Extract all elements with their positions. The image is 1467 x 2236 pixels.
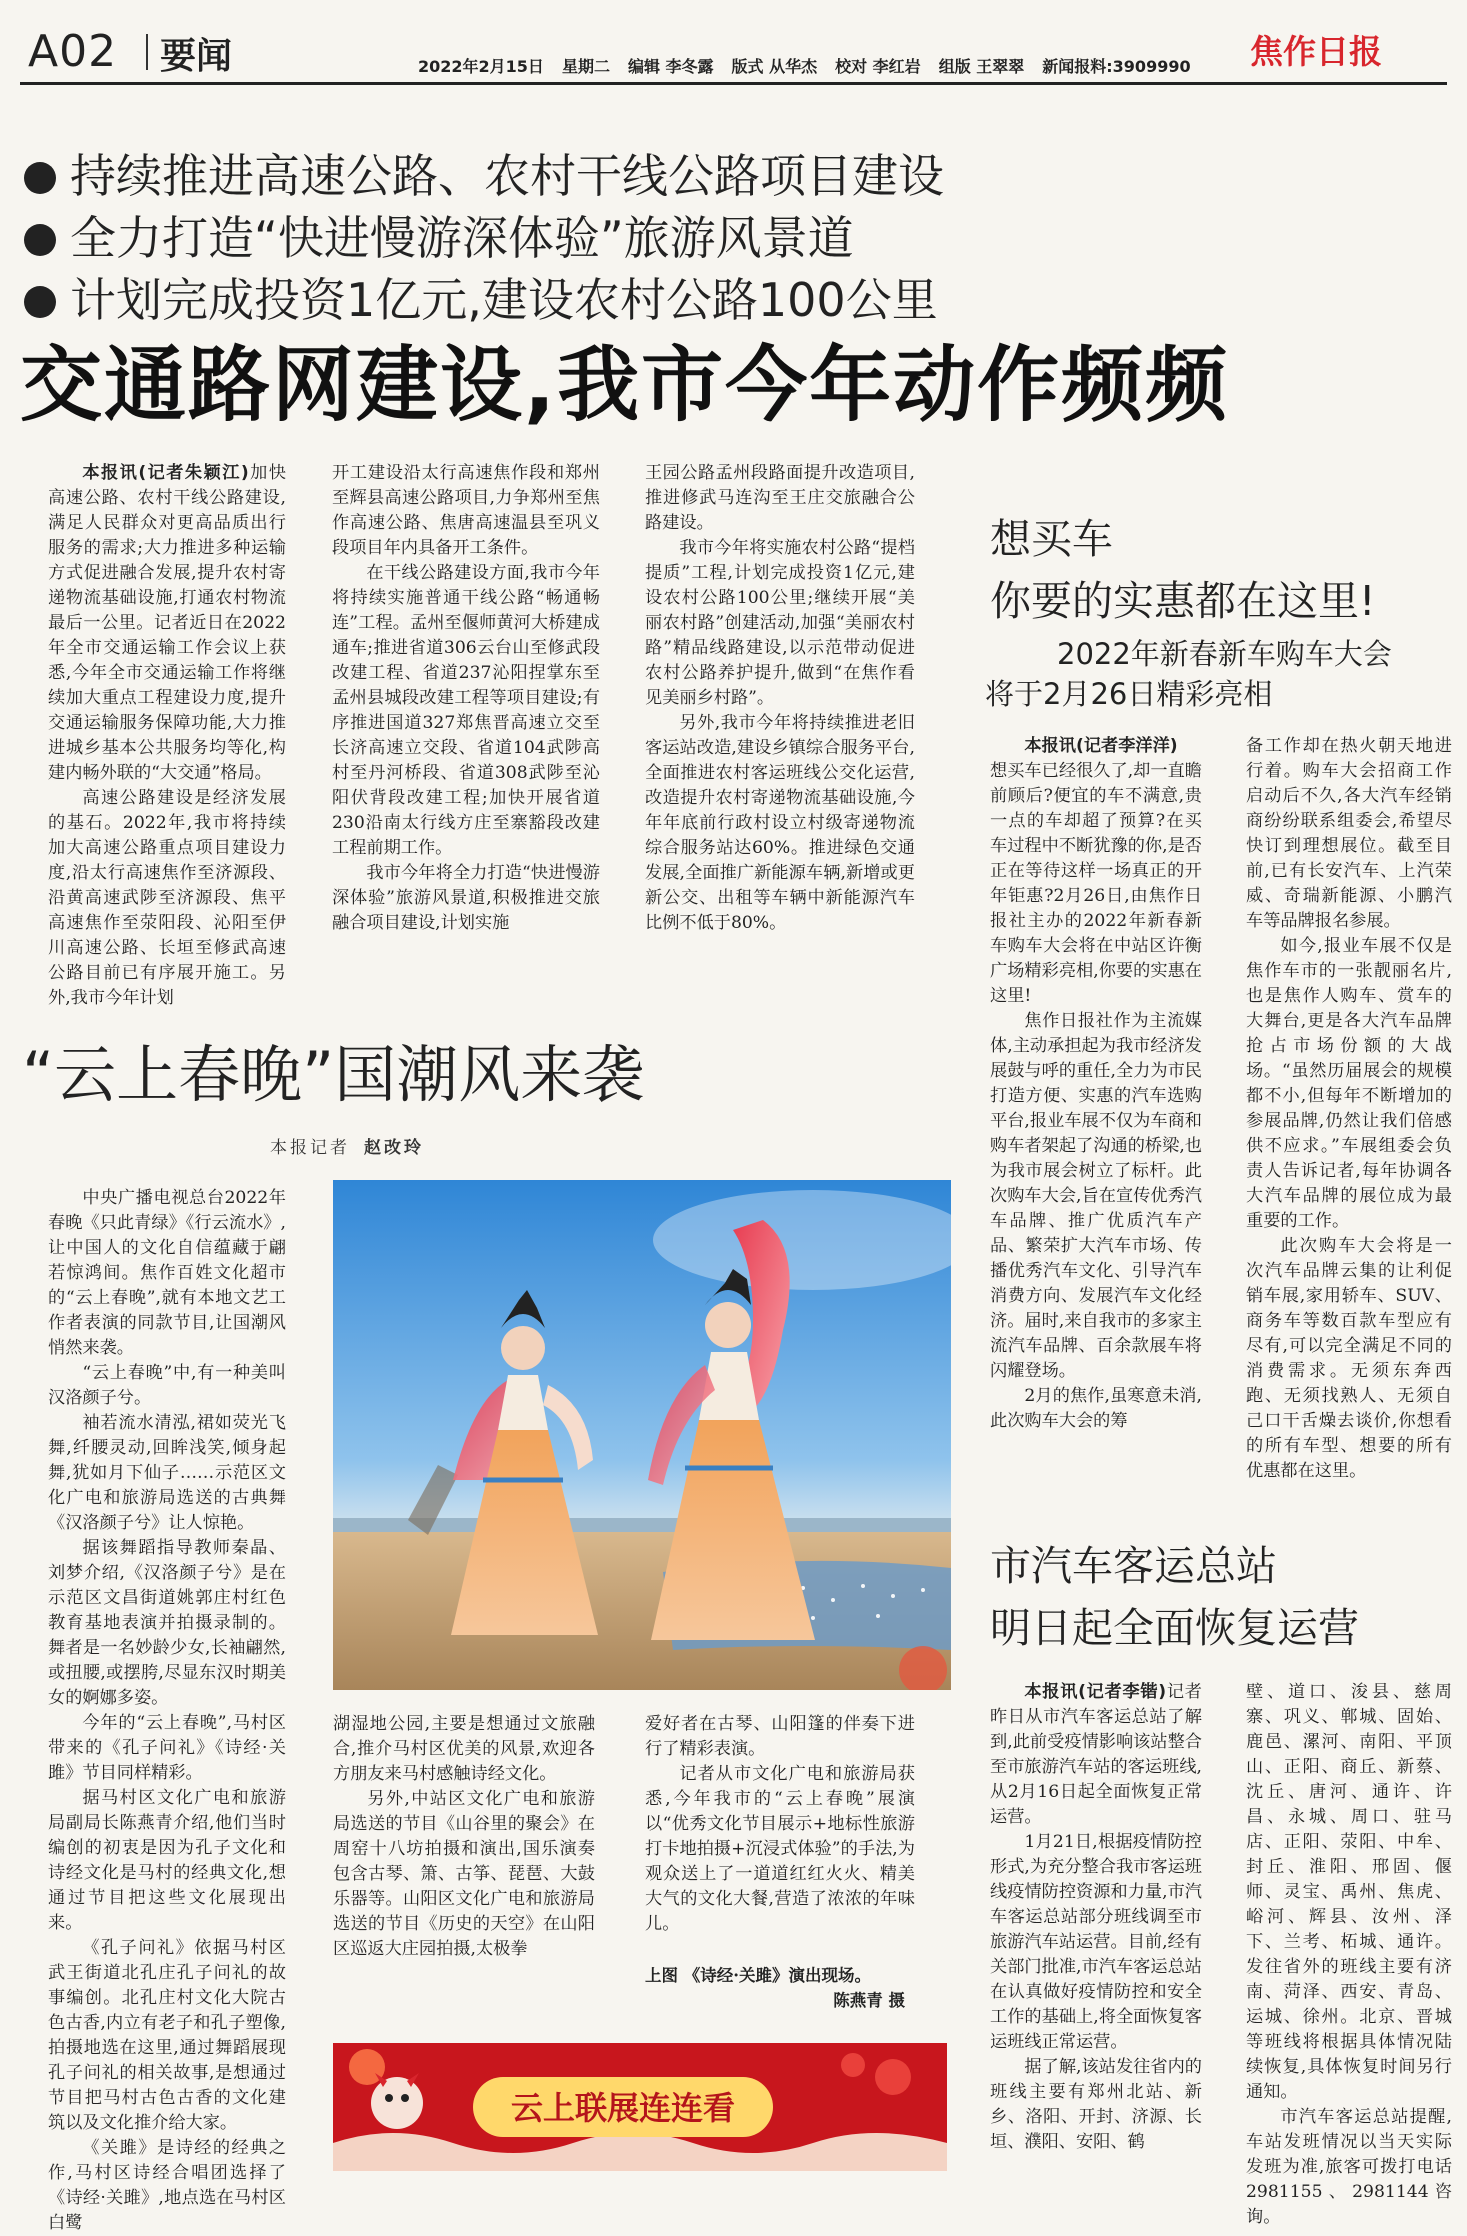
paragraph: 另外,我市今年将持续推进老旧客运站改造,建设乡镇综合服务平台,全面推进农村客运班线公交化运营,改造提升农村寄递物流基础设施,今年年底前行政村设立村级寄递物流综合服务站达60%。推进绿色交通发展,全面推广新能源车辆,新增或更新公交、出租等车辆中新能源汽车比例不低于80%。 (645, 713, 915, 933)
paragraph: 王园公路孟州段路面提升改造项目,推进修武马连沟至王庄交旅融合公路建设。 (645, 463, 915, 533)
lead-column-2 (332, 461, 600, 936)
lead-bullet-3: 计划完成投资1亿元,建设农村公路100公里 (24, 264, 938, 330)
car-subhead-line2: 将于2月26日精彩亮相 (985, 677, 1273, 711)
paragraph: 我市今年将实施农村公路“提档提质”工程,计划完成投资1亿元,建设农村公路100公里;继续开展“美丽农村路”创建活动,加强“美丽农村路”精品线路建设,以示范带动促进农村公路养护提升,做到“在焦作看见美丽乡村路”。 (645, 538, 915, 708)
bus-headline-line2: 明日起全面恢复运营 (990, 1604, 1359, 1652)
paragraph: “云上春晚”中,有一种美叫汉洛颜子兮。 (48, 1363, 286, 1408)
dateline: 本报讯 (1024, 736, 1076, 756)
editor-credit: 编辑 李冬露 (627, 57, 714, 76)
bullet-dot-icon (24, 162, 56, 194)
newspaper-logo (1250, 26, 1450, 74)
paragraph: 1月21日,根据疫情防控形式,为充分整合我市客运班线疫情防控资源和力量,市汽车客运总站部分班线调至市旅游汽车站运营。目前,经有关部门批准,市汽车客运总站在认真做好疫情防控和安全工作的基础上,将全面恢复客运班线正常运营。 (990, 1832, 1202, 2052)
spring-gala-byline (270, 1133, 424, 1158)
page-number: A02 (28, 26, 118, 77)
photo-credit: 陈燕青 摄 (833, 1991, 905, 2010)
byline-name: 赵改玲 (364, 1138, 424, 1158)
paragraph: 《关雎》是诗经的经典之作,马村区诗经合唱团选择了《诗经·关雎》,地点选在马村区白鹭 (48, 2138, 286, 2233)
spring-column-3 (645, 1712, 915, 1937)
bus-headline (990, 1535, 1359, 1659)
paragraph: 中央广播电视总台2022年春晚《只此青绿》《行云流水》,让中国人的文化自信蕴藏于翩若惊鸿间。焦作百姓文化超市的“云上春晚”,就有本地文艺工作者表演的同款节目,让国潮风悄然来袭。 (48, 1188, 286, 1358)
bullet-dot-icon (24, 224, 56, 256)
spring-gala-headline: “云上春晚”国潮风来袭 (22, 1038, 645, 1111)
bus-column-1 (990, 1680, 1202, 2155)
paragraph: 袖若流水清泓,裙如荧光飞舞,纤腰灵动,回眸浅笑,倾身起舞,犹如月下仙子……示范区文化广电和旅游局选送的古典舞《汉洛颜子兮》让人惊艳。 (48, 1413, 286, 1533)
bus-headline-line1: 市汽车客运总站 (990, 1542, 1277, 1590)
layout-credit: 版式 从华杰 (731, 57, 818, 76)
paragraph: 2月的焦作,虽寒意未消,此次购车大会的筹 (990, 1386, 1202, 1431)
paragraph: 据马村区文化广电和旅游局副局长陈燕青介绍,他们当时编创的初衷是因为孔子文化和诗经文化是马村的经典文化,想通过节目把这些文化展现出来。 (48, 1788, 286, 1933)
paragraph: 湖湿地公园,主要是想通过文旅融合,推介马村区优美的风景,欢迎各方朋友来马村感触诗经文化。 (333, 1714, 595, 1784)
paragraph: 焦作日报社作为主流媒体,主动承担起为我市经济发展鼓与呼的重任,全力为市民打造方便、实惠的汽车选购平台,报业车展不仅为车商和购车者架起了沟通的桥梁,也为我市展会树立了标杆。此次购车大会,旨在宣传优秀汽车品牌、推广优质汽车产品、繁荣扩大汽车市场、传播优秀汽车文化、引导汽车消费方向、发展汽车文化经济。届时,来自我市的多家主流汽车品牌、百余款展车将闪耀登场。 (990, 1011, 1202, 1381)
paragraph: 我市今年将全力打造“快进慢游深体验”旅游风景道,积极推进交旅融合项目建设,计划实施 (332, 863, 600, 933)
spring-column-1 (48, 1186, 286, 2236)
paragraph: 另外,中站区文化广电和旅游局选送的节目《山谷里的聚会》在周窑十八坊拍摄和演出,国乐演奏包含古琴、箫、古筝、琵琶、大鼓乐器等。山阳区文化广电和旅游局选送的节目《历史的天空》在山阳区巡返大庄园拍摄,太极拳 (333, 1789, 595, 1959)
car-subhead-line1: 2022年新春新车购车大会 (1057, 637, 1392, 671)
dance-photo (333, 1180, 951, 1690)
reporter: (记者李锴) (1078, 1682, 1167, 1702)
lead-headline: 交通路网建设,我市今年动作频频 (20, 338, 1230, 433)
paragraph: 壁、道口、浚县、慈周寨、巩义、郸城、固始、鹿邑、漯河、南阳、平顶山、正阳、商丘、新蔡、沈丘、唐河、通许、许昌、永城、周口、驻马店、正阳、荥阳、中牟、封丘、淮阳、邢固、偃师、灵宝、禹州、焦虎、峪河、辉县、汝州、泽下、兰考、柘城、通许。发往省外的班线主要有济南、菏泽、西安、青岛、运城、徐州。北京、晋城等班线将根据具体情况陆续恢复,具体恢复时间另行通知。 (1246, 1682, 1452, 2102)
issue-date: 2022年2月15日 (418, 57, 544, 76)
lead-bullet-2: 全力打造“快进慢游深体验”旅游风景道 (24, 202, 854, 268)
dateline: 本报讯 (1024, 1682, 1079, 1702)
paragraph: 此次购车大会将是一次汽车品牌云集的让利促销车展,家用轿车、SUV、商务车等数百款车型应有尽有,可以完全满足不同的消费需求。无须东奔西跑、无须找熟人、无须自己口干舌燥去谈价,你想看的所有车型、想要的所有优惠都在这里。 (1246, 1236, 1452, 1481)
paragraph: 备工作却在热火朝天地进行着。购车大会招商工作启动后不久,各大汽车经销商纷纷联系组委会,希望尽快订到理想展位。截至目前,已有长安汽车、上汽荣威、奇瑞新能源、小鹏汽车等品牌报名参展。 (1246, 736, 1452, 931)
banner-text: 云上联展连连看 (510, 2089, 736, 2127)
proof-credit: 校对 李红岩 (835, 57, 921, 76)
masthead (0, 0, 1467, 80)
paragraph: 想买车已经很久了,却一直瞻前顾后?便宜的车不满意,贵一点的车却超了预算?在买车过程中不断犹豫的你,是否正在等待这样一场真正的开年钜惠?2月26日,由焦作日报社主办的2022年新春新车购车大会将在中站区许衡广场精彩亮相,你要的实惠在这里! (990, 761, 1202, 1006)
paragraph: 在干线公路建设方面,我市今年将持续实施普通干线公路“畅通畅连”工程。孟州至偃师黄河大桥建成通车;推进省道306云台山至修武段改建工程、省道237沁阳捏掌东至孟州县城段改建工程等项目建设;有序推进国道327郑焦晋高速立交至长济高速立交段、省道104武陟高村至丹河桥段、省道308武陟至沁阳伏背段改建工程;加快开展省道230沿南太行线方庄至寨豁段改建工程前期工作。 (332, 563, 600, 858)
byline-label: 本报记者 (270, 1138, 350, 1158)
paragraph: 开工建设沿太行高速焦作段和郑州至辉县高速公路项目,力争郑州至焦作高速公路、焦唐高速温县至巩义段项目年内具备开工条件。 (332, 463, 600, 558)
news-hotline: 新闻报料:3909990 (1042, 57, 1191, 76)
lead-column-1 (48, 461, 286, 1011)
lead-bullet-1: 持续推进高速公路、农村干线公路项目建设 (24, 140, 944, 206)
masthead-rule (20, 82, 1447, 85)
section-name: 要闻 (160, 36, 233, 77)
car-column-1 (990, 734, 1202, 1434)
spring-column-2 (333, 1712, 595, 1962)
bus-column-2 (1246, 1680, 1452, 2230)
lead-column-3 (645, 461, 915, 936)
paragraph: 爱好者在古琴、山阳篷的伴奏下进行了精彩表演。 (645, 1714, 915, 1759)
paragraph: 记者昨日从市汽车客运总站了解到,此前受疫情影响该站整合至市旅游汽车站的客运班线,从2月16日起全面恢复正常运营。 (990, 1682, 1202, 1827)
car-headline-line2: 你要的实惠都在这里! (990, 577, 1376, 625)
photo-caption (645, 1963, 945, 2013)
group-credit: 组版 王翠翠 (938, 57, 1025, 76)
svg-text:焦作日报: 焦作日报 (1250, 32, 1382, 71)
paragraph: 据该舞蹈指导教师秦晶、刘梦介绍,《汉洛颜子兮》是在示范区文昌街道姚郭庄村红色教育基地表演并拍摄录制的。舞者是一名妙龄少女,长袖翩然,或扭腰,或摆胯,尽显东汉时期美女的婀娜多姿。 (48, 1538, 286, 1708)
paragraph: 今年的“云上春晚”,马村区带来的《孔子问礼》《诗经·关雎》节目同样精彩。 (48, 1713, 286, 1783)
dateline: 本报讯 (82, 463, 139, 483)
paragraph: 市汽车客运总站提醒,车站发班情况以当天实际发班为准,旅客可拨打电话2981155、2981144咨询。 (1246, 2107, 1452, 2227)
reporter: (记者李洋洋) (1075, 736, 1178, 756)
car-headline-line1: 想买车 (990, 515, 1113, 563)
car-headline (990, 508, 1375, 632)
masthead-meta (418, 54, 1209, 77)
masthead-divider (146, 34, 148, 70)
paragraph: 记者从市文化广电和旅游局获悉,今年我市的“云上春晚”展演以“优秀文化节目展示+地标性旅游打卡地拍摄+沉浸式体验”的手法,为观众送上了一道道红红火火、精美大气的文化大餐,营造了浓浓的年味儿。 (645, 1764, 915, 1934)
paragraph: 高速公路建设是经济发展的基石。2022年,我市将持续加大高速公路重点项目建设力度,沿太行高速焦作至济源段、沿黄高速武陟至济源段、焦平高速焦作至荥阳段、沁阳至伊川高速公路、长垣至修武高速公路目前已有序展开施工。另外,我市今年计划 (48, 788, 286, 1008)
caption-text: 上图 《诗经·关雎》演出现场。 (645, 1966, 871, 1985)
car-subhead (985, 634, 1392, 714)
cloud-exhibition-banner[interactable] (333, 2043, 947, 2171)
paragraph: 《孔子问礼》依据马村区武王街道北孔庄孔子问礼的故事编创。北孔庄村文化大院古色古香,内立有老子和孔子塑像,拍摄地选在这里,通过舞蹈展现孔子问礼的相关故事,是想通过节目把马村古色古香的文化建筑以及文化推介给大家。 (48, 1938, 286, 2133)
car-column-2 (1246, 734, 1452, 1484)
paragraph: 如今,报业车展不仅是焦作车市的一张靓丽名片,也是焦作人购车、赏车的大舞台,更是各大汽车品牌抢占市场份额的大战场。“虽然历届展会的规模都不小,但每年不断增加的参展品牌,仍然让我们倍感供不应求。”车展组委会负责人告诉记者,每年协调各大汽车品牌的展位成为最重要的工作。 (1246, 936, 1452, 1231)
paragraph: 据了解,该站发往省内的班线主要有郑州北站、新乡、洛阳、开封、济源、长垣、濮阳、安阳、鹤 (990, 2057, 1202, 2152)
bullet-dot-icon (24, 286, 56, 318)
issue-weekday: 星期二 (561, 57, 610, 76)
reporter: (记者朱颖江) (138, 463, 249, 483)
paragraph: 加快高速公路、农村干线公路建设,满足人民群众对更高品质出行服务的需求;大力推进多种运输方式促进融合发展,提升农村寄递物流基础设施,打通农村物流最后一公里。记者近日在2022年全市交通运输工作会议上获悉,今年全市交通运输工作将继续加大重点工程建设力度,提升交通运输服务保障功能,大力推进城乡基本公共服务均等化,构建内畅外联的“大交通”格局。 (48, 463, 286, 783)
